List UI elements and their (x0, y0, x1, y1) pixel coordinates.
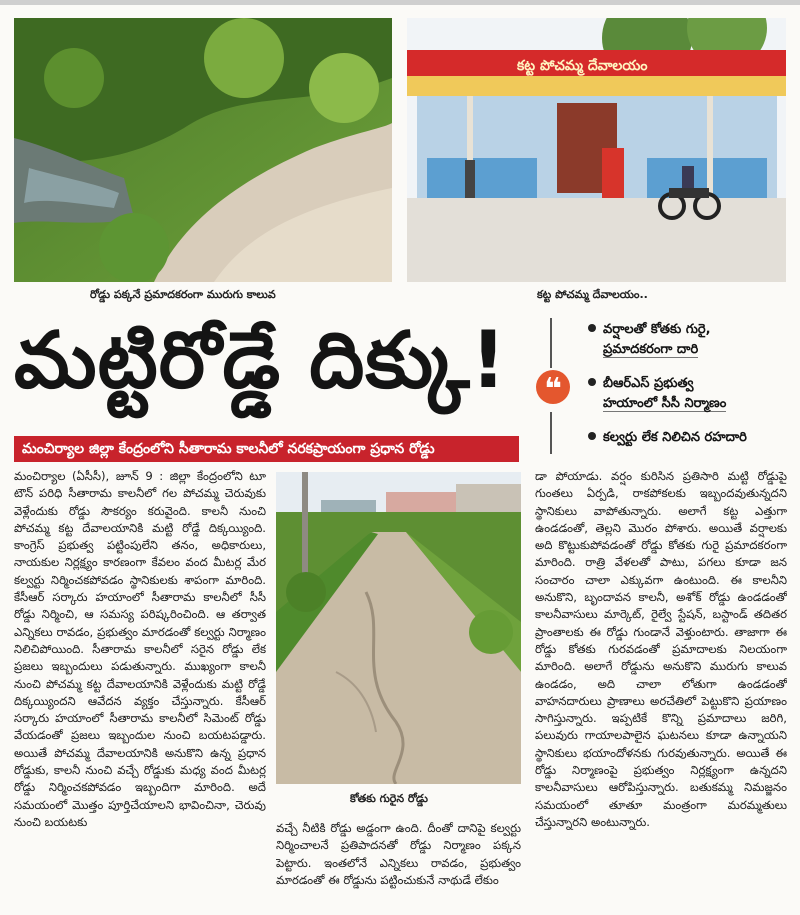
eroded-road-photo (276, 472, 521, 784)
subheadline-banner: మంచిర్యాల జిల్లా కేంద్రంలోని సీతారామ కాలనీలో నరకప్రాయంగా ప్రధాన రోడ్డు (14, 436, 519, 462)
highlights-box (536, 300, 796, 460)
highlight-divider-top (550, 318, 552, 368)
top-rule (0, 0, 800, 5)
highlight-2 (588, 374, 726, 414)
article-column-3 (535, 468, 787, 908)
article-text-col1: మంచిర్యాల (ఏసీసీ), జూన్ 9 : జిల్లా కేంద్రంలోని టూ టౌన్ పరిధి సీతారామ కాలనీలో గల పోచమ్మ చెరువుకు వెళ్లేందుకు రోడ్డు సౌకర్యం కరువైంది. కాలనీ నుంచి పోచమ్మ కట్ట దేవాలయానికి మట్టి రోడ్డే దిక్కయ్యింది. కాంగ్రెస్ ప్రభుత్వ పట్టింపులేని తనం, అధికారులు, నాయకుల నిర్లక్ష్యం కారణంగా కేవలం వంద మీటర్ల మేర కల్వర్టు నిర్మించకపోవడం స్థానికులకు శాపంగా మారింది. కేసీఆర్ సర్కారు హయాంలో సీతారామ కాలనీలో సీసీ రోడ్డు నిర్మించి, ఆ సమస్య పరిష్కరించింది. ఆ తర్వాత ఎన్నికలు రావడం, ప్రభుత్వం మారడంతో కల్వర్టు నిర్మాణం నిలిచిపోయింది. సీతారామ కాలనీలో సరైన రోడ్డు లేక ప్రజలు ఇబ్బందులు పడుతున్నారు. ముఖ్యంగా కాలనీ నుంచి పోచమ్మ కట్ట దేవాలయానికి వెళ్లేందుకు మట్టి రోడ్డే దిక్కయ్యిందని ఆవేదన వ్యక్తం చేస్తున్నారు. కేసీఆర్ సర్కారు హయాంలో సీతారామ కాలనీలో సిమెంట్ రోడ్డు వేయడంతో ప్రజలు ఇబ్బందుల నుంచి బయటపడ్డారు. అయితే పోచమ్మ దేవాలయానికి అనుకొని ఉన్న ప్రధాన రోడ్డుకు, కాలనీ నుంచి వచ్చే రోడ్డుకు మధ్య వంద మీటర్ల రోడ్డు నిర్మించకపోవడం ఇబ్బందిగా మారింది. అదే సమయంలో మొత్తం పూర్తిచేయాలని భావించినా, చెరువు నుంచి బయటకు (14, 469, 266, 829)
highlight-1-line1: వర్షాలతో కోతకు గురై, (603, 322, 711, 337)
highlight-3-line1: కల్వర్టు లేక నిలిచిన రహదారి (603, 430, 747, 445)
highlight-2-line1: బీఆర్ఎస్ ప్రభుత్వ (603, 376, 694, 391)
drain-photo (14, 18, 392, 282)
article-text-col2: వచ్చే నీటికి రోడ్డు అడ్డంగా ఉంది. దీంతో దానిపై కల్వర్టు నిర్మించాలనే ప్రతిపాదనతో రోడ్డు నిర్మాణం పక్కన పెట్టారు. ఇంతలోనే ఎన్నికలు రావడం, ప్రభుత్వం మారడంతో ఈ రోడ్డును పట్టించుకునే నాథుడే లేకుం (276, 821, 521, 887)
temple-photo (407, 18, 786, 282)
bullet-dot (588, 432, 596, 440)
highlight-1-line2: ప్రమాదకరంగా దారి (603, 342, 699, 357)
eroded-road-caption: కోతకు గురైన రోడ్డు (350, 792, 428, 805)
temple-sign-text: కట్ట పోచమ్మ దేవాలయం (517, 58, 648, 74)
headline: మట్టిరోడ్డే దిక్కు! (14, 316, 508, 406)
article-column-1 (14, 468, 266, 908)
bullet-dot (588, 378, 596, 386)
article-column-2 (276, 820, 521, 908)
highlight-1 (588, 320, 711, 360)
quote-icon: ❝ (536, 370, 570, 404)
article-text-col3: డా పోయాడు. వర్షం కురిసిన ప్రతిసారి మట్టి రోడ్డుపై గుంతలు ఏర్పడి, రాకపోకలకు ఇబ్బందవుతున్నదని స్థానికులు వాపోతున్నారు. అలాగే కట్ట ఎత్తుగా ఉండడంతో, తెల్లని మొరం పోశారు. అయితే వర్షాలకు అది కొట్టుకుపోవడంతో రోడ్డు కోతకు గురై ప్రమాదకరంగా మారింది. రాత్రి వేళలతో పాటు, పగలు కూడా జన సంచారం చాలా ఎక్కువగా ఉంటుంది. ఈ కాలనీని అనుకొని, బృందావన కాలనీ, అశోక్ రోడ్డు ఉండడంతో కాలనీవాసులు మార్కెట్, రైల్వే స్టేషన్, బస్టాండ్ తదితర ప్రాంతాలకు ఈ రోడ్డు గుండానే వెళ్తుంటారు. తాజాగా ఈ రోడ్డు కోతకు గురవడంతో ప్రమాదాలకు నిలయంగా మారింది. అలాగే రోడ్డును అనుకొని మురుగు కాలువ ఉండడం, అది చాలా లోతుగా ఉండడంతో వాహనదారులు ప్రాణాలు అరచేతిలో పెట్టుకొని ప్రయాణం సాగిస్తున్నారు. ఇప్పటికే కొన్ని ప్రమాదాలు జరిగి, పలువురు గాయాలపాలైన ఘటనలు కూడా ఉన్నాయని స్థానికులు భయాందోళనకు గురవుతున్నారు. అయితే ఈ రోడ్డు నిర్మాణంపై ప్రభుత్వం నిర్లక్ష్యంగా ఉన్నదని కాలనీవాసులు ఆరోపిస్తున్నారు. బతుకమ్మ నిమజ్జనం సమయంలో తూతూ మంత్రంగా మరమ్మతులు చేస్తున్నారని అంటున్నారు. (535, 469, 787, 829)
highlight-divider-bottom (550, 412, 552, 454)
highlight-2-line2: హయాంలో సీసీ నిర్మాణం (603, 396, 727, 411)
bullet-dot (588, 324, 596, 332)
temple-photo-caption: కట్ట పోచమ్మ దేవాలయం.. (537, 288, 648, 301)
highlight-3 (588, 428, 747, 448)
drain-photo-caption: రోడ్డు పక్కనే ప్రమాదకరంగా మురుగు కాలువ (90, 288, 276, 301)
